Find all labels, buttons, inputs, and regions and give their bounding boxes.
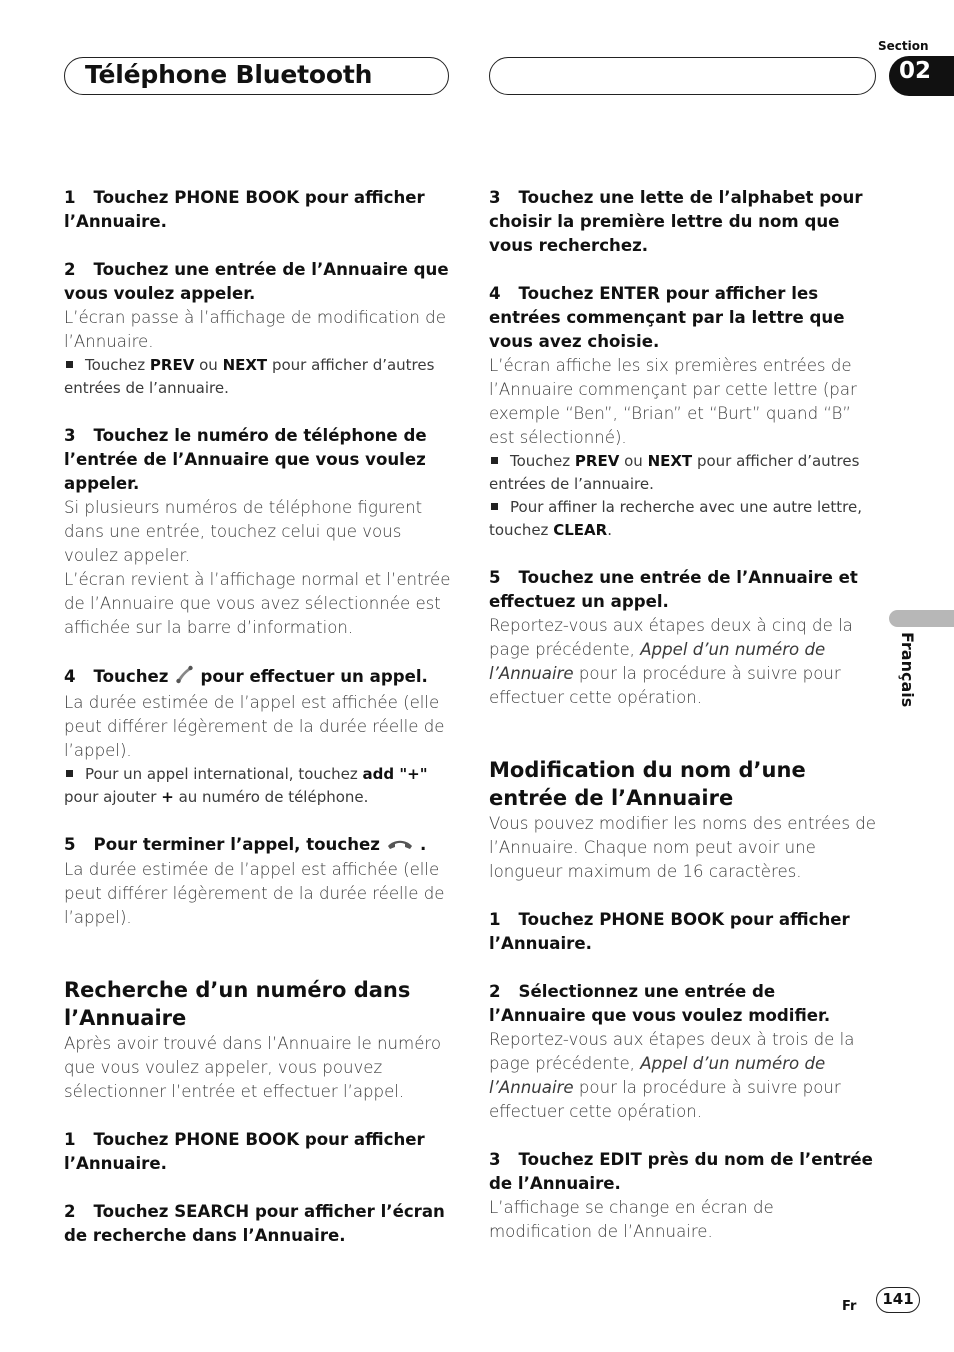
search-step-5-body: Reportez-vous aux étapes deux à cinq de la page précédente, Appel d’un numéro de l’Annuaire pour la procédure à suivre pour effectuer cette opération. xyxy=(489,616,853,707)
modify-step-3-body: L’affichage se change en écran de modification de l’Annuaire. xyxy=(489,1198,774,1241)
modify-intro: Vous pouvez modifier les noms des entrées de l’Annuaire. Chaque nom peut avoir une longueur maximum de 16 caractères. xyxy=(489,814,877,881)
step-2 xyxy=(64,258,452,306)
step-number: 4 xyxy=(489,284,501,303)
next-key-label: NEXT xyxy=(647,452,693,470)
clear-key-label: CLEAR xyxy=(553,521,608,539)
right-column xyxy=(489,186,877,1244)
step-text: Touchez ENTER pour afficher les entrées commençant par la lettre que vous avez choisie. xyxy=(489,284,845,351)
modify-heading: Modification du nom d’une entrée de l’Annuaire xyxy=(489,758,806,810)
step-number: 3 xyxy=(64,426,76,445)
step-2-note: Touchez PREV ou NEXT pour afficher d’autres entrées de l’annuaire. xyxy=(64,356,435,397)
page-title: Téléphone Bluetooth xyxy=(85,60,373,89)
search-step-1 xyxy=(64,1128,452,1176)
step-text: Touchez une entrée de l’Annuaire que vous voulez appeler. xyxy=(64,260,449,303)
cross-reference: Appel d’un numéro de l’Annuaire xyxy=(489,640,826,683)
step-text-end: pour effectuer un appel. xyxy=(200,667,428,686)
modify-step-2 xyxy=(489,980,877,1028)
modify-step-3 xyxy=(489,1148,877,1196)
step-number: 1 xyxy=(64,1129,76,1149)
step-text: Pour terminer l’appel, touchez xyxy=(93,835,380,854)
step-number: 3 xyxy=(489,188,501,207)
step-4 xyxy=(64,664,452,691)
add-plus-key-label: add "+" xyxy=(362,765,428,783)
prev-key-label: PREV xyxy=(574,452,620,470)
search-heading: Recherche d’un numéro dans l’Annuaire xyxy=(64,977,411,1030)
footer-language: Fr xyxy=(842,1299,857,1314)
bullet-square-icon xyxy=(66,770,73,777)
bullet-square-icon xyxy=(491,457,498,464)
language-tab xyxy=(889,610,954,627)
search-step-3 xyxy=(489,186,877,258)
step-text: Touchez SEARCH pour afficher l’écran de recherche dans l’Annuaire. xyxy=(64,1201,445,1245)
search-step-4-body: L’écran affiche les six premières entrées de l’Annuaire commençant par cette lettre (par exemple “Ben”, “Brian” et “Burt” quand “B” est sélectionné). xyxy=(489,356,857,447)
step-text: Touchez PHONE BOOK pour afficher l’Annuaire. xyxy=(64,188,425,231)
modify-step-2-body: Reportez-vous aux étapes deux à trois de la page précédente, Appel d’un numéro de l’Annuaire pour la procédure à suivre pour effectuer cette opération. xyxy=(489,1030,855,1121)
next-key-label: NEXT xyxy=(222,356,268,374)
step-1 xyxy=(64,186,452,234)
step-number: 5 xyxy=(489,568,501,587)
hang-up-icon xyxy=(386,834,414,858)
step-3-body-1: Si plusieurs numéros de téléphone figurent dans une entrée, touchez celui que vous voulez appeler. xyxy=(64,498,423,565)
step-number: 2 xyxy=(64,1201,76,1221)
plus-sign-label: + xyxy=(161,788,174,806)
step-number: 1 xyxy=(489,910,501,929)
step-3 xyxy=(64,424,452,496)
step-text: Touchez le numéro de téléphone de l’entrée de l’Annuaire que vous voulez appeler. xyxy=(64,426,427,493)
step-text: Touchez une lette de l’alphabet pour choisir la première lettre du nom que vous recherchez. xyxy=(489,188,863,255)
prev-key-label: PREV xyxy=(149,356,195,374)
modify-step-1 xyxy=(489,908,877,956)
search-step-4-note-2: Pour affiner la recherche avec une autre lettre, touchez CLEAR. xyxy=(489,498,862,539)
language-label: Français xyxy=(898,632,917,708)
step-5 xyxy=(64,833,452,858)
step-text: Touchez EDIT près du nom de l’entrée de l’Annuaire. xyxy=(489,1150,873,1193)
step-number: 3 xyxy=(489,1150,501,1169)
header-blank-frame xyxy=(489,57,876,95)
step-number: 5 xyxy=(64,835,76,854)
left-column xyxy=(64,186,452,1248)
search-step-2 xyxy=(64,1200,452,1248)
step-text: Touchez une entrée de l’Annuaire et effectuez un appel. xyxy=(489,568,858,611)
step-text: Touchez xyxy=(93,667,169,686)
step-text-end: . xyxy=(419,835,427,854)
search-intro: Après avoir trouvé dans l’Annuaire le numéro que vous voulez appeler, vous pouvez sélectionner l’entrée et effectuer l’appel. xyxy=(64,1033,442,1101)
step-2-body: L’écran passe à l’affichage de modification de l’Annuaire. xyxy=(64,308,446,351)
section-label: Section xyxy=(878,39,929,53)
step-number: 2 xyxy=(489,982,501,1001)
cross-reference: Appel d’un numéro de l’Annuaire xyxy=(489,1054,826,1097)
step-text: Touchez PHONE BOOK pour afficher l’Annuaire. xyxy=(64,1129,425,1173)
section-number: 02 xyxy=(899,58,932,84)
search-step-5 xyxy=(489,566,877,614)
step-number: 4 xyxy=(64,667,76,686)
bullet-square-icon xyxy=(66,361,73,368)
call-handset-icon xyxy=(174,664,194,691)
step-5-body: La durée estimée de l’appel est affichée (elle peut différer légèrement de la durée réelle de l’appel). xyxy=(64,859,445,927)
step-3-body-2: L’écran revient à l’affichage normal et l’entrée de l’Annuaire que vous avez sélectionnée est affichée sur la barre d’information. xyxy=(64,570,451,637)
page-number: 141 xyxy=(876,1287,920,1313)
step-text: Sélectionnez une entrée de l’Annuaire que vous voulez modifier. xyxy=(489,982,831,1025)
step-text: Touchez PHONE BOOK pour afficher l’Annuaire. xyxy=(489,910,850,953)
bullet-square-icon xyxy=(491,503,498,510)
step-4-note: Pour un appel international, touchez add "+" pour ajouter + au numéro de téléphone. xyxy=(64,765,428,806)
step-number: 1 xyxy=(64,188,76,207)
step-number: 2 xyxy=(64,260,76,279)
search-step-4 xyxy=(489,282,877,354)
step-4-body: La durée estimée de l’appel est affichée (elle peut différer légèrement de la durée réelle de l’appel). xyxy=(64,693,445,760)
search-step-4-note-1: Touchez PREV ou NEXT pour afficher d’autres entrées de l’annuaire. xyxy=(489,452,860,493)
